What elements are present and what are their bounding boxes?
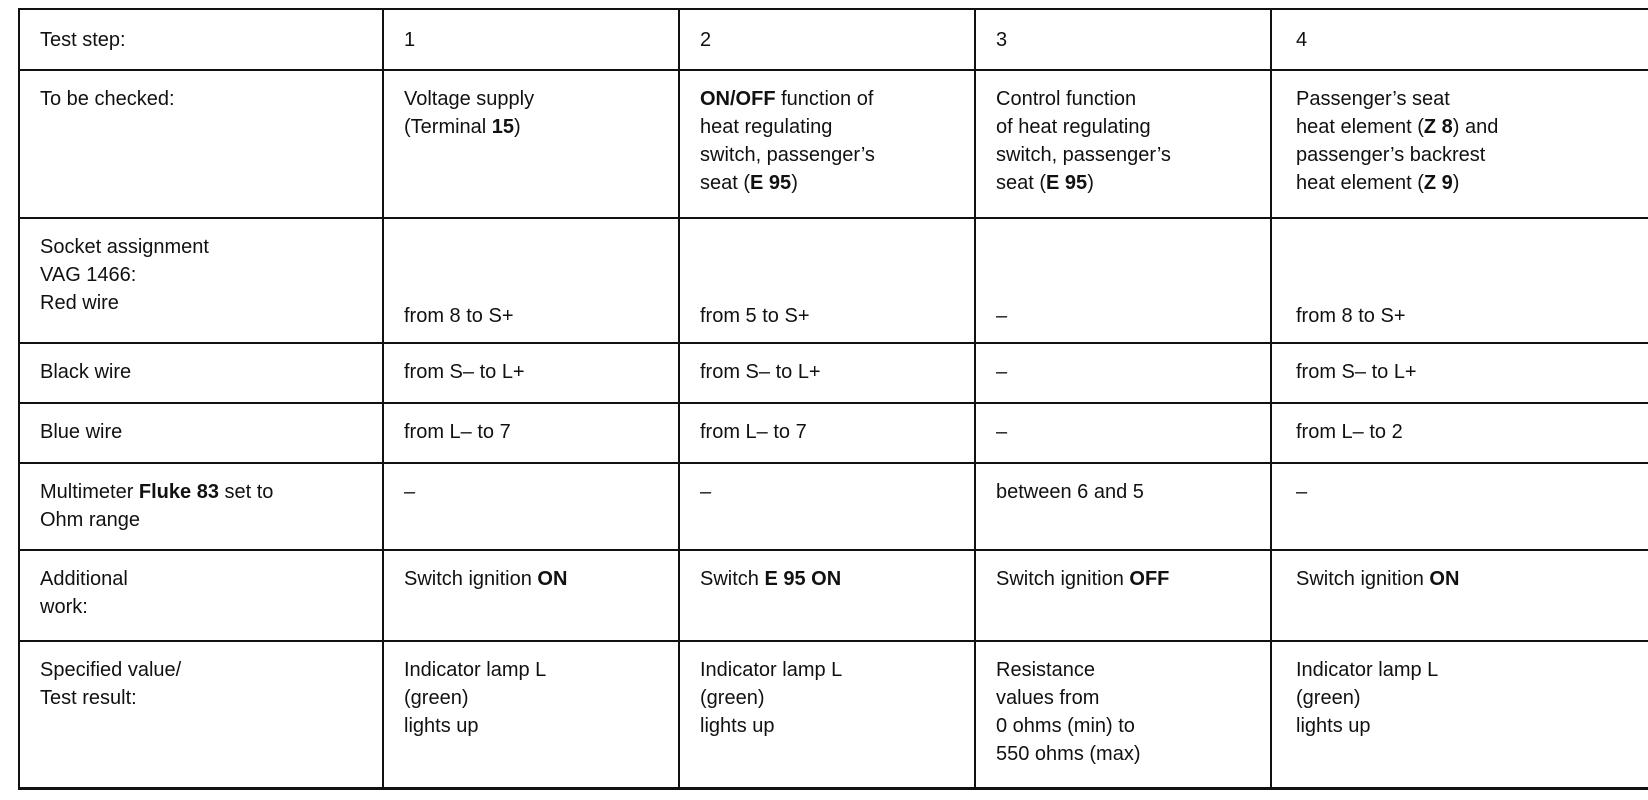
cell-line	[996, 141, 1270, 169]
cell-line	[700, 358, 974, 386]
text-run: )	[514, 116, 521, 139]
text-run: Passenger’s seat	[1296, 88, 1450, 111]
table-cell	[679, 70, 975, 218]
text-run: from L– to 7	[700, 420, 807, 443]
text-run: Ohm range	[40, 509, 141, 532]
cell-line	[1296, 358, 1648, 386]
text-run: Indicator lamp L	[404, 658, 547, 681]
table-row	[19, 218, 1648, 343]
text-run: Red wire	[40, 292, 119, 315]
cell-line	[1296, 141, 1648, 169]
row-label	[19, 550, 383, 641]
row-label: Test step:	[19, 9, 383, 70]
row-label	[19, 403, 383, 463]
text-run: heat element (	[1296, 116, 1424, 139]
cell-line	[1296, 302, 1648, 330]
cell-line	[700, 712, 974, 740]
text-run: of heat regulating	[996, 116, 1151, 139]
text-run: VAG 1466:	[40, 264, 137, 287]
text-run: To be checked:	[40, 88, 175, 111]
header-row	[19, 9, 1648, 70]
text-run: ON/OFF	[700, 88, 776, 111]
table-cell	[383, 218, 679, 343]
text-run: Indicator lamp L	[700, 658, 843, 681]
text-run: work:	[40, 595, 88, 618]
row-label	[19, 343, 383, 403]
cell-line	[996, 478, 1270, 506]
text-run: –	[996, 360, 1008, 383]
text-run: from L– to 2	[1296, 420, 1403, 443]
table-cell	[975, 550, 1271, 641]
table-row	[19, 550, 1648, 641]
test-step-number: 3	[975, 9, 1271, 70]
text-run: heat regulating	[700, 116, 833, 139]
text-run: from L– to 7	[404, 420, 511, 443]
text-run: between 6 and 5	[996, 481, 1144, 504]
table-cell	[975, 70, 1271, 218]
cell-line	[404, 712, 678, 740]
cell-line	[700, 169, 974, 197]
cell-line	[996, 656, 1270, 684]
cell-line	[40, 261, 382, 289]
text-run: Specified value/	[40, 658, 182, 681]
table-row	[19, 403, 1648, 463]
cell-line	[996, 358, 1270, 386]
text-run: switch, passenger’s	[700, 144, 875, 167]
cell-line	[1296, 85, 1648, 113]
text-run: from S– to L+	[1296, 360, 1417, 383]
text-run: ) and	[1452, 116, 1499, 139]
text-run: (green)	[700, 686, 765, 709]
test-step-number: 4	[1271, 9, 1648, 70]
table-row	[19, 641, 1648, 789]
cell-line	[40, 85, 382, 113]
cell-line	[1296, 113, 1648, 141]
text-run: Switch	[700, 567, 765, 590]
cell-line	[700, 565, 974, 593]
text-run: –	[996, 304, 1008, 327]
cell-line	[40, 506, 382, 534]
cell-line	[996, 565, 1270, 593]
cell-line	[996, 712, 1270, 740]
text-run: Blue wire	[40, 420, 123, 443]
text-run: switch, passenger’s	[996, 144, 1171, 167]
text-run: (green)	[1296, 686, 1361, 709]
row-label	[19, 218, 383, 343]
cell-line	[404, 565, 678, 593]
text-run: Resistance	[996, 658, 1095, 681]
text-run: –	[404, 481, 416, 504]
cell-line	[40, 358, 382, 386]
cell-line	[700, 302, 974, 330]
table-cell	[383, 550, 679, 641]
cell-line	[40, 684, 382, 712]
cell-line	[1296, 656, 1648, 684]
cell-line	[1296, 712, 1648, 740]
table-cell	[383, 343, 679, 403]
test-step-number: 1	[383, 9, 679, 70]
text-run: –	[1296, 481, 1308, 504]
cell-line	[700, 478, 974, 506]
table-cell	[975, 463, 1271, 550]
table-cell	[975, 403, 1271, 463]
text-run: Fluke 83	[138, 481, 219, 504]
table-cell	[679, 218, 975, 343]
table-cell	[1271, 641, 1648, 789]
table-cell	[679, 403, 975, 463]
table-cell	[1271, 218, 1648, 343]
text-run: seat (	[700, 172, 751, 195]
table-cell	[383, 641, 679, 789]
table-cell	[975, 343, 1271, 403]
text-run: OFF	[1129, 567, 1170, 590]
text-run: Switch ignition	[1296, 567, 1430, 590]
text-run: Additional	[40, 567, 128, 590]
table-cell	[383, 463, 679, 550]
cell-line	[700, 85, 974, 113]
table-cell	[679, 641, 975, 789]
cell-line	[996, 684, 1270, 712]
text-run: 0 ohms (min) to	[996, 714, 1135, 737]
cell-line	[404, 656, 678, 684]
table-cell	[1271, 343, 1648, 403]
text-run: heat element (	[1296, 172, 1424, 195]
cell-line	[40, 478, 382, 506]
table-cell	[383, 70, 679, 218]
text-run: Test result:	[40, 686, 137, 709]
cell-line	[404, 113, 678, 141]
test-procedure-table	[18, 8, 1648, 790]
cell-line	[700, 418, 974, 446]
text-run: 550 ohms (max)	[996, 742, 1141, 765]
cell-line	[700, 684, 974, 712]
test-step-number: 2	[679, 9, 975, 70]
table-cell	[1271, 463, 1648, 550]
table-cell	[1271, 550, 1648, 641]
text-run: from S– to L+	[404, 360, 525, 383]
cell-line	[996, 740, 1270, 768]
cell-line	[996, 418, 1270, 446]
cell-line	[700, 113, 974, 141]
cell-line	[404, 684, 678, 712]
table-cell	[1271, 70, 1648, 218]
text-run: Z 9	[1423, 172, 1453, 195]
text-run: Z 8	[1423, 116, 1453, 139]
text-run: function of	[775, 88, 874, 111]
text-run: lights up	[1296, 714, 1371, 737]
text-run: (green)	[404, 686, 469, 709]
text-run: Switch ignition	[404, 567, 538, 590]
text-run: seat (	[996, 172, 1047, 195]
cell-line	[404, 418, 678, 446]
text-run: E 95	[750, 172, 792, 195]
text-run: (Terminal	[404, 116, 492, 139]
cell-line	[1296, 478, 1648, 506]
text-run: E 95 ON	[764, 567, 842, 590]
cell-line	[40, 289, 382, 317]
cell-line	[700, 141, 974, 169]
cell-line	[1296, 684, 1648, 712]
cell-line	[996, 85, 1270, 113]
text-run: –	[700, 481, 712, 504]
cell-line	[996, 113, 1270, 141]
row-label	[19, 463, 383, 550]
table-cell	[975, 218, 1271, 343]
text-run: Switch ignition	[996, 567, 1130, 590]
table-cell	[975, 641, 1271, 789]
cell-line	[1296, 169, 1648, 197]
text-run: from 8 to S+	[1296, 304, 1406, 327]
text-run: E 95	[1046, 172, 1088, 195]
cell-line	[996, 169, 1270, 197]
text-run: from S– to L+	[700, 360, 821, 383]
cell-line	[40, 418, 382, 446]
cell-line	[40, 656, 382, 684]
cell-line	[1296, 418, 1648, 446]
row-label	[19, 641, 383, 789]
text-run: )	[791, 172, 798, 195]
text-run: Black wire	[40, 360, 132, 383]
text-run: ON	[1429, 567, 1460, 590]
text-run: Voltage supply	[404, 88, 535, 111]
text-run: )	[1087, 172, 1094, 195]
text-run: Indicator lamp L	[1296, 658, 1439, 681]
cell-line	[40, 233, 382, 261]
cell-line	[700, 656, 974, 684]
table-cell	[679, 463, 975, 550]
cell-line	[996, 302, 1270, 330]
table-row	[19, 70, 1648, 218]
text-run: –	[996, 420, 1008, 443]
cell-line	[404, 358, 678, 386]
cell-line	[1296, 565, 1648, 593]
table-cell	[383, 403, 679, 463]
cell-line	[404, 302, 678, 330]
cell-line	[404, 478, 678, 506]
cell-line	[40, 565, 382, 593]
cell-line	[404, 85, 678, 113]
row-label	[19, 70, 383, 218]
text-run: lights up	[404, 714, 479, 737]
table-row	[19, 463, 1648, 550]
text-run: ON	[537, 567, 568, 590]
text-run: set to	[218, 481, 274, 504]
table-cell	[679, 550, 975, 641]
text-run: values from	[996, 686, 1100, 709]
text-run: from 8 to S+	[404, 304, 514, 327]
text-run: Socket assignment	[40, 236, 209, 259]
cell-line	[40, 593, 382, 621]
text-run: from 5 to S+	[700, 304, 810, 327]
table-row	[19, 343, 1648, 403]
text-run: Multimeter	[40, 481, 139, 504]
table-cell	[679, 343, 975, 403]
text-run: passenger’s backrest	[1296, 144, 1486, 167]
text-run: Control function	[996, 88, 1137, 111]
text-run: 15	[491, 116, 515, 139]
table-cell	[1271, 403, 1648, 463]
text-run: lights up	[700, 714, 775, 737]
text-run: )	[1452, 172, 1460, 195]
